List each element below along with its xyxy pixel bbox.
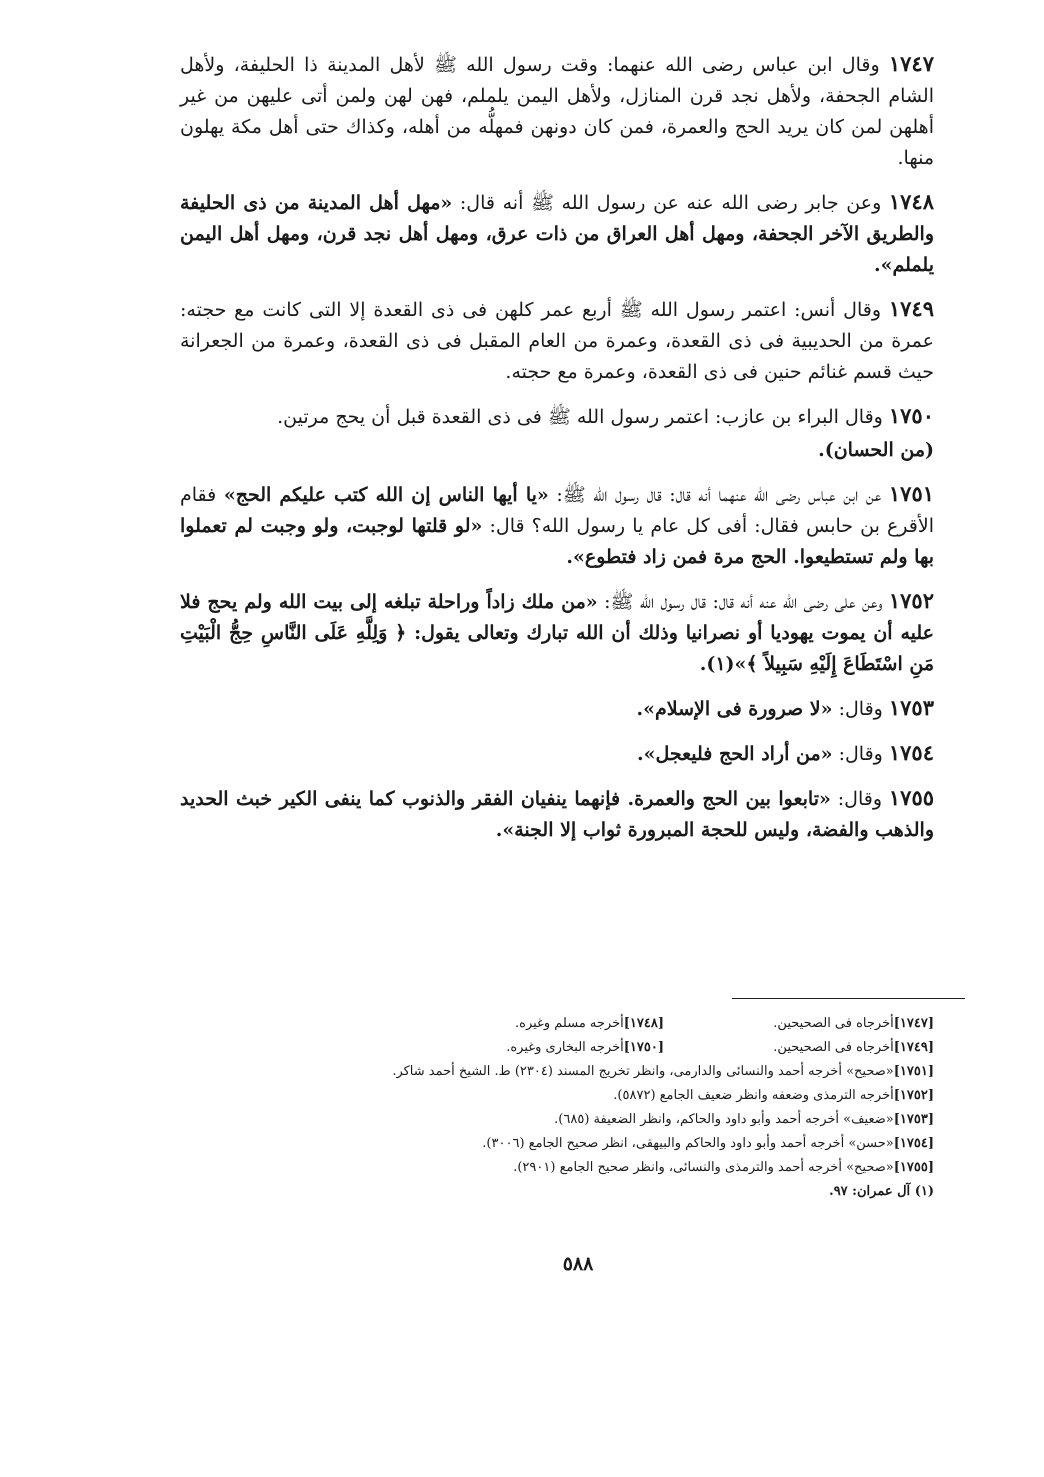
- hadith-quote: «مهل أهل المدينة من ذى الحليفة والطريق الآخر الجحفة، ومهل أهل العراق من ذات عرق، ومهل أهل نجد قرن، ومهل أهل اليمن يلملم».: [180, 192, 934, 276]
- footnote-text: «حسن» أخرجه أحمد وأبو داود والحاكم والبيهقى، انظر صحيح الجامع (٣٠٠٦).: [482, 1136, 894, 1151]
- footnote-tag: [١٧٤٨]: [623, 1016, 664, 1031]
- footnote-text: «صحيح» أخرجه أحمد والترمذى والنسائى، وانظر صحيح الجامع (٢٩٠١).: [513, 1160, 894, 1175]
- hadith-quote: «يا أيها الناس إن الله كتب عليكم الحج»: [223, 484, 549, 506]
- footnote-1750: [506, 1036, 664, 1060]
- hadith-number: ١٧٥٣: [888, 695, 934, 720]
- hadith-quote: «من أراد الحج فليعجل».: [636, 743, 833, 765]
- footnote-tag: [١٧٥١]: [893, 1064, 934, 1079]
- page-number: ٥٨٨: [562, 1253, 594, 1275]
- footnote-tag: [١٧٥٥]: [893, 1160, 934, 1175]
- hadith-number: ١٧٥٥: [888, 785, 935, 810]
- footnote-1752: [240, 1084, 934, 1108]
- footnote-row: [240, 1012, 934, 1036]
- hadith-intro: وقال:: [832, 743, 889, 765]
- footnote-tag: [١٧٥٣]: [893, 1112, 934, 1127]
- hadith-quote: «تابعوا بين الحج والعمرة. فإنهما ينفيان الفقر والذنوب كما ينفى الكير خبث الحديد والذهب والفضة، وليس للحجة المبرورة ثواب إلا الجنة».: [180, 788, 934, 841]
- footnote-tag: [١٧٥٢]: [893, 1088, 934, 1103]
- hadith-text: وقال ابن عباس رضى الله عنهما: وقت رسول الله ﷺ لأهل المدينة ذا الحليفة، ولأهل الشام الجحفة، ولأهل نجد قرن المنازل، ولأهل اليمن يلملم، فهن لهن ولمن أتى عليهن من غير أهلهن لمن كان يريد الحج والعمرة، فمن كان دونهن فمهلُّه من أهله، وكذاك حتى أهل مكة يهلون منها.: [180, 54, 934, 169]
- footnote-text: أخرجه الترمذى وضعفه وانظر ضعيف الجامع (٥٨٧٢).: [613, 1088, 894, 1103]
- hadith-intro: وقال:: [830, 788, 889, 810]
- footnotes: [240, 1012, 934, 1204]
- hadith-quote-2: «لو قلتها لوجبت، ولو وجبت لم تعملوا بها ولم تستطيعوا. الحج مرة فمن زاد فتطوع».: [180, 515, 934, 568]
- hadith-intro: عن ابن عباس رضى الله عنهما أنه قال: قال رسول الله ﷺ:: [548, 484, 889, 506]
- hadith-text: وقال أنس: اعتمر رسول الله ﷺ أربع عمر كلهن فى ذى القعدة إلا التى كانت مع حجته: عمرة من الحديبية فى ذى القعدة، وعمرة من العام المقبل فى ذى القعدة، وعمرة من الجعرانة حيث قسم غنائم حنين فى ذى القعدة، وعمرة مع حجته.: [180, 299, 934, 383]
- hadith-1750: [180, 400, 934, 433]
- footnote-1749: [664, 1036, 934, 1060]
- hadith-1749: [180, 293, 934, 388]
- hadith-1748: [180, 186, 934, 281]
- hadith-quote: «من ملك زاداً وراحلة تبلغه إلى بيت الله ولم يحج فلا عليه أن يموت يهوديا أو نصرانيا وذلك أن الله تبارك وتعالى يقول: ﴿ وَلِلَّهِ عَلَى النَّاسِ حِجُّ الْبَيْتِ مَنِ اسْتَطَاعَ إِلَيْهِ سَبِيلاً ﴾»(١).: [180, 591, 934, 675]
- footnote-tag: [١٧٤٧]: [893, 1016, 934, 1031]
- hadith-number: ١٧٥٢: [888, 588, 934, 613]
- footnote-divider: [732, 998, 965, 999]
- hadith-text: وقال البراء بن عازب: اعتمر رسول الله ﷺ فى ذى القعدة قبل أن يحج مرتين.: [277, 406, 889, 428]
- hadith-1752: [180, 585, 934, 680]
- footnote-tag: [١٧٤٩]: [893, 1040, 934, 1055]
- footnote-text: أخرجه البخارى وغيره.: [506, 1040, 624, 1055]
- hadith-intro: وعن على رضى الله عنه أنه قال: قال رسول الله ﷺ:: [597, 591, 889, 613]
- hadith-number: ١٧٤٧: [888, 51, 934, 76]
- footnote-text: «ضعيف» أخرجه أحمد وأبو داود والحاكم، وانظر الضعيفة (٦٨٥).: [554, 1112, 894, 1127]
- hadith-number: ١٧٤٩: [888, 296, 934, 321]
- footnote-tag: [١٧٥٤]: [893, 1136, 934, 1151]
- footnote-text: أخرجاه فى الصحيحين.: [773, 1016, 894, 1031]
- footnote-row: [240, 1036, 934, 1060]
- footnote-tag: [١٧٥٠]: [623, 1040, 664, 1055]
- footnote-1747: [664, 1012, 934, 1036]
- hadith-intro: وقال:: [832, 698, 889, 720]
- hadith-text-block: [180, 48, 934, 858]
- grade-label: (من الحسان).: [818, 439, 934, 461]
- hadith-1755: [180, 782, 934, 846]
- footnote-1754: [240, 1132, 934, 1156]
- footnote-1748: [515, 1012, 664, 1036]
- hadith-1747: [180, 48, 934, 174]
- footnote-1751: [240, 1060, 934, 1084]
- hadith-quote: «لا صرورة فى الإسلام».: [636, 698, 833, 720]
- hadith-1751: [180, 478, 934, 573]
- footnote-1755: [240, 1156, 934, 1180]
- footnote-text: أخرجاه فى الصحيحين.: [773, 1040, 894, 1055]
- footnote-text: «صحيح» أخرجه أحمد والنسائى والدارمى، وانظر تخريج المسند (٢٣٠٤) ط. الشيخ أحمد شاكر.: [392, 1064, 894, 1079]
- hadith-number: ١٧٥٤: [888, 740, 934, 765]
- hadith-intro: وعن جابر رضى الله عنه عن رسول الله ﷺ أنه قال:: [452, 192, 889, 214]
- hadith-number: ١٧٤٨: [888, 189, 934, 214]
- hadith-number: ١٧٥١: [888, 481, 935, 506]
- hadith-mid: فقام الأقرع بن حابس فقال: أفى كل عام يا رسول الله؟ قال:: [180, 484, 934, 537]
- footnote-quran-reference: (١) آل عمران: ٩٧.: [829, 1184, 934, 1199]
- footnote-1753: [240, 1108, 934, 1132]
- footnote-text: أخرجه مسلم وغيره.: [515, 1016, 624, 1031]
- hadith-number: ١٧٥٠: [888, 403, 934, 428]
- hadith-1753: [180, 692, 934, 725]
- hadith-1754: [180, 737, 934, 770]
